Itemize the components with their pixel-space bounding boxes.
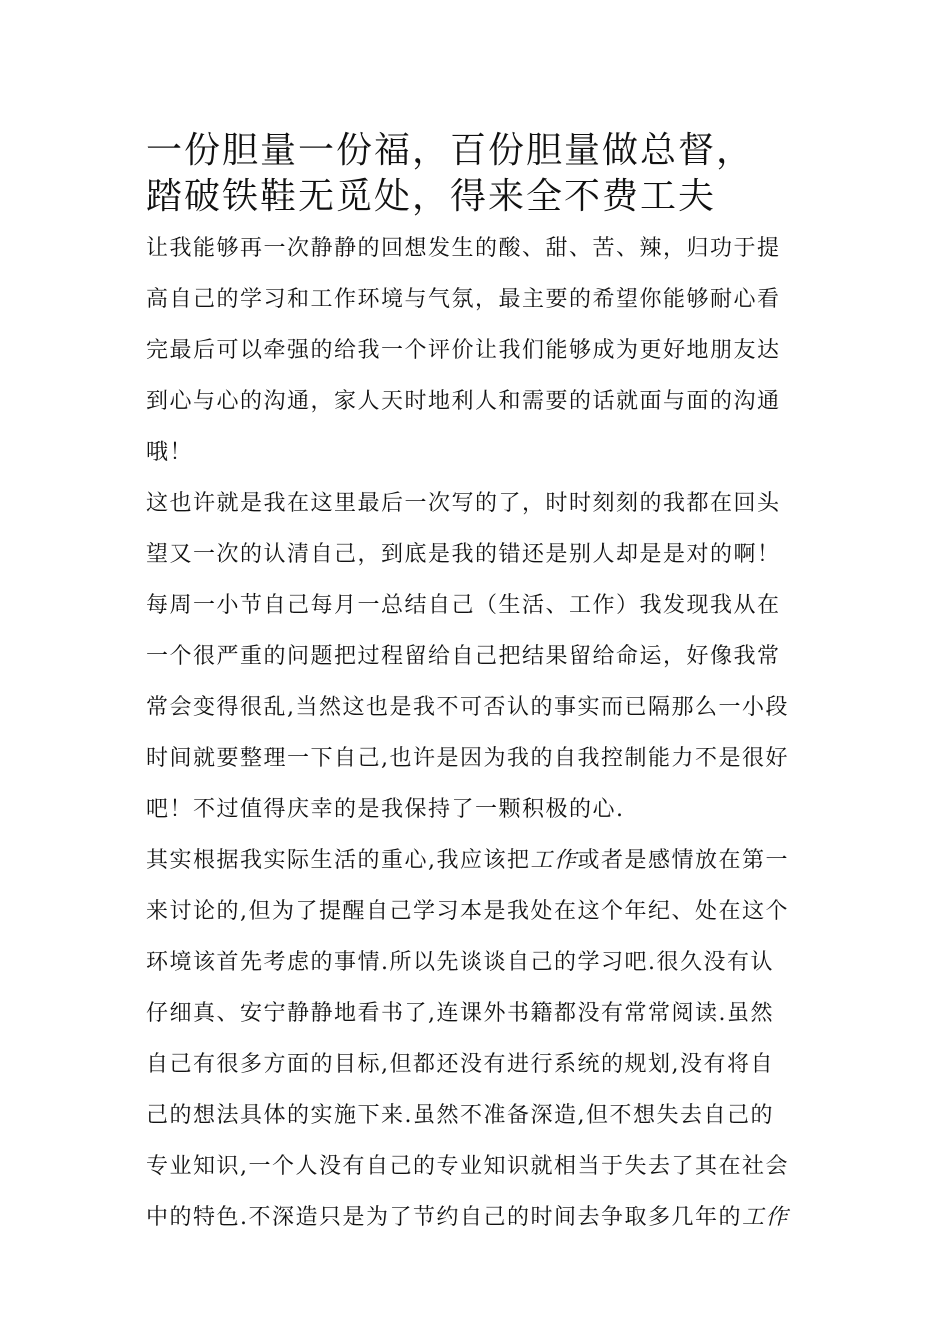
text-line [146,484,816,535]
document-body [146,229,816,1249]
text-line [146,790,816,841]
text-run: 每周一小节自己每月一总结自己（生活、工作）我发现我从在 [146,593,781,618]
text-line [146,1045,816,1096]
text-run: 高自己的学习和工作环境与气氛，最主要的希望你能够耐心看 [146,287,781,312]
text-run: 己的想法具体的实施下来.虽然不准备深造,但不想失去自己的 [146,1103,774,1128]
text-line [146,229,816,280]
text-run: 吧！不过值得庆幸的是我保持了一颗积极的心. [146,797,625,822]
text-run: 仔细真、安宁静静地看书了,连课外书籍都没有常常阅读.虽然 [146,1001,774,1026]
text-run: 环境该首先考虑的事情.所以先谈谈自己的学习吧.很久没有认 [146,950,774,975]
document-title [146,128,826,220]
text-run: 完最后可以牵强的给我一个评价让我们能够成为更好地朋友达 [146,338,781,363]
text-line [146,382,816,433]
text-run: 这也许就是我在这里最后一次写的了，时时刻刻的我都在回头 [146,491,781,516]
text-line [146,688,816,739]
text-run: 一个很严重的问题把过程留给自己把结果留给命运，好像我常 [146,644,781,669]
text-run: 或者是感情放在第一 [577,848,790,873]
text-run: 到心与心的沟通，家人天时地利人和需要的话就面与面的沟通 [146,389,781,414]
text-line [146,943,816,994]
title-line: 踏破铁鞋无觅处，得来全不费工夫 [146,176,717,217]
text-run: 时间就要整理一下自己,也许是因为我的自我控制能力不是很好 [146,746,789,771]
text-line [146,586,816,637]
text-run: 常会变得很乱,当然这也是我不可否认的事实而已隔那么一小段 [146,695,789,720]
italic-run: 工作 [530,848,578,873]
text-run: 哦！ [146,440,194,465]
text-line [146,535,816,586]
title-line: 一份胆量一份福，百份胆量做总督， [146,130,755,171]
text-run: 中的特色.不深造只是为了节约自己的时间去争取多几年的 [146,1205,742,1230]
text-line [146,433,816,484]
italic-run: 工作 [742,1205,790,1230]
text-run: 其实根据我实际生活的重心,我应该把 [146,848,531,873]
text-line [146,994,816,1045]
text-line [146,1198,816,1249]
text-line [146,739,816,790]
text-line [146,892,816,943]
text-run: 自己有很多方面的目标,但都还没有进行系统的规划,没有将自 [146,1052,774,1077]
text-line [146,841,816,892]
text-line [146,331,816,382]
text-line [146,280,816,331]
text-run: 望又一次的认清自己，到底是我的错还是别人却是是对的啊！ [146,542,781,567]
text-line [146,637,816,688]
text-run: 让我能够再一次静静的回想发生的酸、甜、苦、辣，归功于提 [146,236,781,261]
text-run: 来讨论的,但为了提醒自己学习本是我处在这个年纪、处在这个 [146,899,789,924]
text-line [146,1096,816,1147]
text-line [146,1147,816,1198]
text-run: 专业知识,一个人没有自己的专业知识就相当于失去了其在社会 [146,1154,789,1179]
